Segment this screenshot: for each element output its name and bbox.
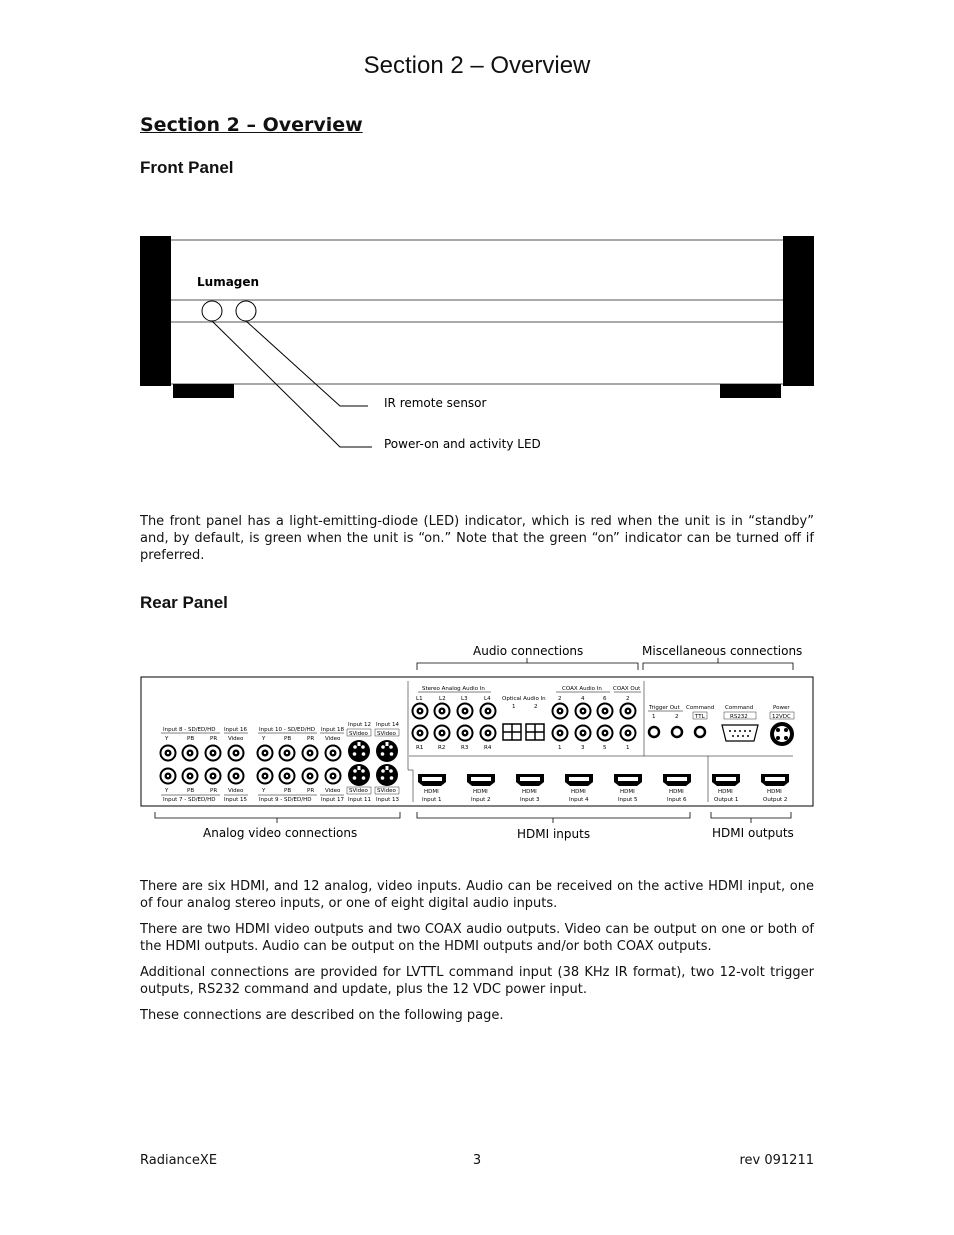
lbl-video-top-1: Video — [228, 736, 244, 742]
lbl-input12: Input 12 — [348, 722, 371, 728]
group-label-hdmi-inputs: HDMI inputs — [517, 827, 591, 841]
lbl-input9: Input 9 - SD/ED/HD — [259, 797, 312, 803]
lbl-pr-bot-1: PR — [210, 788, 218, 794]
lbl-hdmi-in2-name: Input 2 — [471, 797, 491, 803]
front-logo: Lumagen — [197, 275, 260, 289]
lbl-input10: Input 10 - SD/ED/HD — [259, 727, 315, 733]
lbl-hdmi-out1-name: Output 1 — [714, 797, 739, 803]
lbl-y-top-2: Y — [262, 736, 266, 742]
footer-revision: rev 091211 — [739, 1153, 814, 1168]
lbl-hdmi-in3-name: Input 3 — [520, 797, 540, 803]
lbl-hdmi-in1-name: Input 1 — [422, 797, 442, 803]
rear-paragraph-4: These connections are described on the following page. — [140, 1008, 504, 1023]
callout-power-led: Power-on and activity LED — [384, 437, 541, 451]
group-label-audio: Audio connections — [473, 644, 584, 658]
lbl-coax-in: COAX Audio In — [562, 686, 602, 692]
lbl-pr-bot-2: PR — [307, 788, 315, 794]
lbl-video-bot-1: Video — [228, 788, 244, 794]
rear-paragraph-2: There are two HDMI video outputs and two COAX audio outputs. Video can be output on one or both of the HDMI outputs. Audio can be output on the HDMI outputs and/or both COAX outputs. — [140, 922, 814, 954]
lbl-coax-in-4: 4 — [581, 696, 585, 702]
lbl-input18: Input 18 — [321, 727, 344, 733]
lbl-optical-2: 2 — [534, 704, 538, 710]
rear-panel-heading: Rear Panel — [140, 593, 228, 612]
lbl-hdmi-out2-name: Output 2 — [763, 797, 788, 803]
lbl-pb-top-2: PB — [284, 736, 292, 742]
lbl-y-bot-1: Y — [165, 788, 169, 794]
lbl-stereo-l2: L2 — [439, 696, 446, 702]
lbl-svideo-top-1: SVideo — [349, 731, 368, 737]
trigger-jacks — [649, 727, 705, 737]
rear-paragraph-1: There are six HDMI, and 12 analog, video inputs. Audio can be received on the active HDMI input, one of four analog stereo inputs, or one of eight digital audio inputs. — [140, 879, 814, 911]
lbl-stereo-l4: L4 — [484, 696, 491, 702]
lbl-hdmi-in5-name: Input 5 — [618, 797, 638, 803]
lbl-svideo-bot-2: SVideo — [377, 788, 396, 794]
lbl-input17: Input 17 — [321, 797, 344, 803]
lbl-rs232: RS232 — [730, 714, 748, 720]
lbl-command-rs: Command — [725, 705, 754, 711]
lbl-stereo-r3: R3 — [461, 745, 469, 751]
lbl-video-top-2: Video — [325, 736, 341, 742]
lbl-hdmi-in6-name: Input 6 — [667, 797, 687, 803]
lbl-hdmi-in5: HDMI — [620, 789, 635, 795]
lbl-power: Power — [773, 705, 790, 711]
lbl-pb-top-1: PB — [187, 736, 195, 742]
lbl-input14: Input 14 — [376, 722, 399, 728]
lbl-pr-top-2: PR — [307, 736, 315, 742]
lbl-optical: Optical Audio In — [502, 696, 546, 702]
lbl-hdmi-out1: HDMI — [718, 789, 733, 795]
lbl-hdmi-in6: HDMI — [669, 789, 684, 795]
lbl-video-bot-2: Video — [325, 788, 341, 794]
rear-paragraph-3: Additional connections are provided for LVTTL command input (38 KHz IR format), two 12-volt trigger outputs, RS232 command and update, plus the 12 VDC power input. — [140, 965, 814, 997]
lbl-stereo-l1: L1 — [416, 696, 423, 702]
group-label-misc: Miscellaneous connections — [642, 644, 803, 658]
lbl-coax-in-6: 6 — [603, 696, 607, 702]
front-panel-heading: Front Panel — [140, 158, 234, 177]
footer-product: RadianceXE — [140, 1153, 218, 1168]
lbl-trigger-out: Trigger Out — [649, 705, 680, 711]
lbl-svideo-top-2: SVideo — [377, 731, 396, 737]
group-label-hdmi-outputs: HDMI outputs — [712, 826, 794, 840]
running-title: Section 2 – Overview — [363, 52, 591, 79]
lbl-stereo-analog: Stereo Analog Audio In — [422, 686, 485, 692]
lbl-ttl: TTL — [695, 714, 705, 720]
lbl-pb-bot-1: PB — [187, 788, 195, 794]
lbl-input15: Input 15 — [224, 797, 247, 803]
group-label-analog-video: Analog video connections — [203, 826, 358, 840]
lbl-coax-out-1: 1 — [626, 745, 630, 751]
lbl-hdmi-in4: HDMI — [571, 789, 586, 795]
lbl-power-v: 12VDC — [772, 714, 791, 720]
lbl-coax-out: COAX Out — [613, 686, 641, 692]
front-panel-paragraph: The front panel has a light-emitting-diode (LED) indicator, which is red when the unit is in “standby” and, by default, is green when the unit is “on.” Note that the green “on” indicator can be turned off if preferred. — [140, 514, 814, 563]
rs232-connector — [722, 725, 758, 741]
lbl-stereo-r4: R4 — [484, 745, 492, 751]
callout-ir-sensor: IR remote sensor — [384, 396, 487, 410]
lbl-y-bot-2: Y — [262, 788, 266, 794]
section-heading: Section 2 – Overview — [140, 114, 363, 136]
lbl-hdmi-in3: HDMI — [522, 789, 537, 795]
lbl-stereo-r1: R1 — [416, 745, 424, 751]
lbl-coax-in-1: 1 — [558, 745, 562, 751]
lbl-coax-in-3: 3 — [581, 745, 585, 751]
lbl-input7: Input 7 - SD/ED/HD — [163, 797, 216, 803]
lbl-hdmi-in1: HDMI — [424, 789, 439, 795]
lbl-input8: Input 8 - SD/ED/HD — [163, 727, 216, 733]
lbl-stereo-r2: R2 — [438, 745, 446, 751]
lbl-stereo-l3: L3 — [461, 696, 468, 702]
lbl-y-top-1: Y — [165, 736, 169, 742]
lbl-pb-bot-2: PB — [284, 788, 292, 794]
lbl-hdmi-out2: HDMI — [767, 789, 782, 795]
footer-page-number: 3 — [472, 1153, 482, 1168]
lbl-svideo-bot-1: SVideo — [349, 788, 368, 794]
power-connector — [770, 722, 794, 746]
lbl-command-ttl: Command — [686, 705, 715, 711]
lbl-coax-in-5: 5 — [603, 745, 607, 751]
lbl-input16: Input 16 — [224, 727, 247, 733]
lbl-hdmi-in2: HDMI — [473, 789, 488, 795]
lbl-coax-in-2: 2 — [558, 696, 562, 702]
lbl-pr-top-1: PR — [210, 736, 218, 742]
lbl-optical-1: 1 — [512, 704, 516, 710]
lbl-hdmi-in4-name: Input 4 — [569, 797, 589, 803]
lbl-coax-out-2: 2 — [626, 696, 630, 702]
lbl-input11: Input 11 — [348, 797, 371, 803]
lbl-input13: Input 13 — [376, 797, 399, 803]
lbl-trigger-2: 2 — [675, 714, 679, 720]
lbl-trigger-1: 1 — [652, 714, 656, 720]
